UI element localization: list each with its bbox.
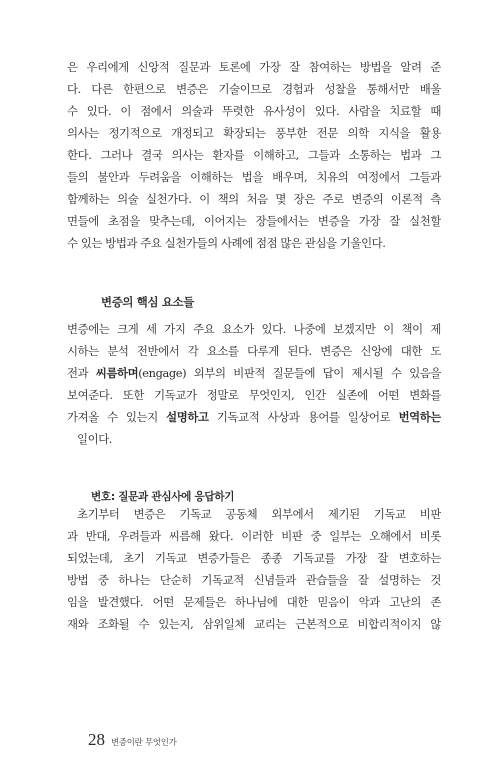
text-line: 보여준다. 또한 기독교가 정말로 무엇인지, 인간 실존에 어떤 변화를 — [67, 388, 441, 402]
text-line: 임을 발견했다. 어떤 문제들은 하나님에 대한 믿음이 악과 고난의 존 — [67, 595, 441, 609]
section-paragraph — [67, 318, 441, 450]
text-run: 전과 — [67, 366, 96, 380]
text-line: 들의 불안과 두려움을 이해하는 법을 배우며, 치유의 여정에서 그들과 — [67, 170, 441, 184]
text-line: 과 반대, 우려들과 씨름해 왔다. 이러한 비판 중 일부는 오해에서 비롯 — [67, 529, 441, 543]
text-run: 가져올 수 있는지 — [67, 410, 167, 424]
text-line: 일이다. — [77, 432, 113, 446]
text-line — [67, 362, 441, 384]
text-run: 기독교적 사상과 용어를 일상어로 — [208, 410, 399, 424]
text-line: 다. 다른 한편으로 변증은 기술이므로 경험과 성찰을 통해서만 배울 — [67, 82, 441, 96]
text-run: (engage) 외부의 비판적 질문들에 답이 제시될 수 있음을 — [138, 366, 441, 380]
subsection-paragraph — [67, 503, 441, 635]
page-number: 28 — [88, 730, 105, 749]
intro-paragraph — [67, 56, 441, 254]
text-line: 수 있는 방법과 주요 실천가들의 사례에 점점 많은 관심을 기울인다. — [67, 236, 386, 250]
text-line: 수 있다. 이 점에서 의술과 뚜렷한 유사성이 있다. 사람을 치료할 때 — [67, 104, 441, 118]
text-line: 되었는데, 초기 기독교 변증가들은 종종 기독교를 가장 잘 변호하는 — [67, 551, 441, 565]
text-line: 은 우리에게 신앙적 질문과 토론에 가장 잘 참여하는 방법을 알려 준 — [67, 60, 441, 74]
section-heading: 변증의 핵심 요소들 — [101, 295, 194, 309]
emphasis-engage: 씨름하며 — [95, 366, 139, 380]
text-line — [67, 406, 441, 428]
text-line: 함께하는 의술 실천가다. 이 책의 처음 몇 장은 주로 변증의 이론적 측 — [67, 192, 441, 206]
text-line: 의사는 정기적으로 개정되고 확장되는 풍부한 전문 의학 지식을 활용 — [67, 126, 441, 140]
text-line: 변증에는 크게 세 가지 주요 요소가 있다. 나중에 보겠지만 이 책이 제 — [67, 322, 441, 336]
text-line: 면들에 초점을 맞추는데, 이어지는 장들에서는 변증을 가장 잘 실천할 — [67, 214, 441, 228]
page-footer — [88, 730, 177, 750]
text-line: 시하는 분석 전반에서 각 요소를 다루게 된다. 변증은 신앙에 대한 도 — [67, 344, 441, 358]
text-line: 한다. 그러나 결국 의사는 환자를 이해하고, 그들과 소통하는 법과 그 — [67, 148, 441, 162]
subsection-heading: 변호: 질문과 관심사에 응답하기 — [91, 491, 235, 503]
emphasis-translate: 번역하는 — [398, 410, 441, 424]
running-title: 변증이란 무엇인가 — [111, 737, 177, 747]
text-line: 재와 조화될 수 있는지, 삼위일체 교리는 근본적으로 비합리적이지 않 — [67, 617, 441, 631]
text-line: 방법 중 하나는 단순히 기독교적 신념들과 관습들을 잘 설명하는 것 — [67, 573, 441, 587]
emphasis-explain: 설명하고 — [166, 410, 209, 424]
text-line: 초기부터 변증은 기독교 공동체 외부에서 제기된 기독교 비판 — [77, 507, 441, 521]
